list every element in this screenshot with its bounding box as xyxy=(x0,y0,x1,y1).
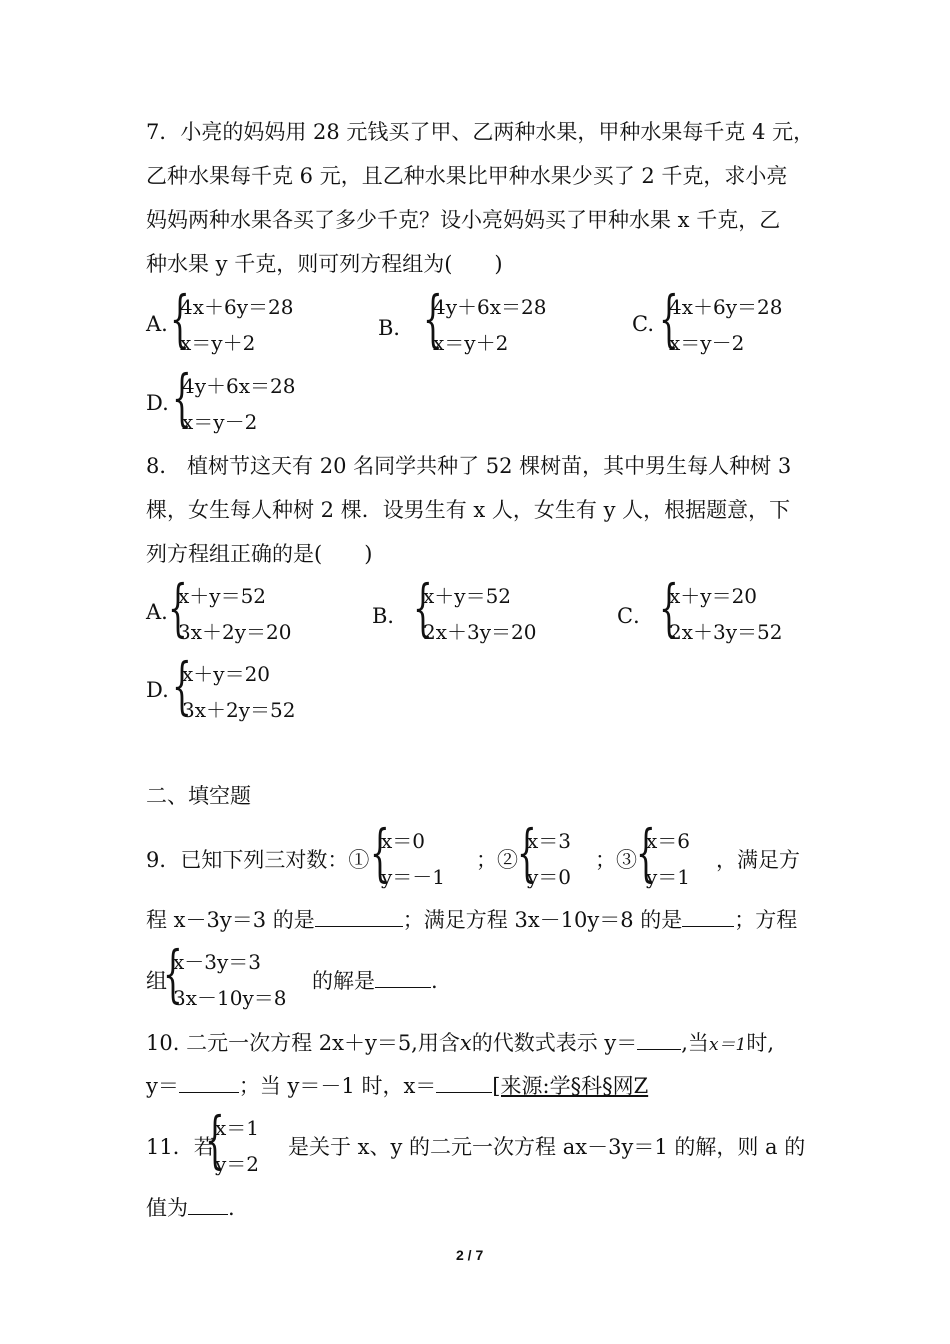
left-brace: { xyxy=(370,816,390,889)
left-brace: { xyxy=(659,282,679,355)
option-label: A. xyxy=(146,312,168,336)
page-number: 2 / 7 xyxy=(456,1247,484,1263)
condition: x＝1 xyxy=(708,1035,747,1055)
sys-eq2: 3x－10y＝8 xyxy=(173,986,287,1010)
left-brace: { xyxy=(423,282,443,355)
q8-line-2: 棵，女生每人种树 2 棵．设男生有 x 人，女生有 y 人，根据题意，下 xyxy=(146,498,791,522)
q10-text: 时, xyxy=(746,1031,775,1055)
answer-blank[interactable] xyxy=(188,1194,228,1215)
sys-eq2: y＝2 xyxy=(215,1152,260,1176)
q9-prefix: 9．已知下列三对数：① xyxy=(146,848,370,872)
pair3-eq2: y＝1 xyxy=(646,865,691,889)
option-label: B． xyxy=(372,604,409,628)
left-brace: { xyxy=(659,571,679,644)
equation-1: x＋y＝52 xyxy=(178,584,267,608)
q9-line-3 xyxy=(312,965,438,995)
equation-2: 3x＋2y＝52 xyxy=(182,698,296,722)
variable-x: x xyxy=(459,1031,472,1055)
q10-text: 的代数式表示 y＝ xyxy=(471,1031,638,1055)
equation-1: 4y＋6x＝28 xyxy=(182,374,296,398)
q7-line-1: 7．小亮的妈妈用 28 元钱买了甲、乙两种水果，甲种水果每千克 4 元， xyxy=(146,120,815,144)
q9-sep2: ；③ xyxy=(595,848,637,872)
answer-blank[interactable] xyxy=(637,1029,681,1050)
q8-line-1: 8． 植树节这天有 20 名同学共种了 52 棵树苗，其中男生每人种树 3 xyxy=(146,454,792,478)
left-brace: { xyxy=(205,1103,225,1176)
answer-blank[interactable] xyxy=(436,1072,492,1093)
q9-text: ；满足方程 3x－10y＝8 的是 xyxy=(402,908,683,932)
q9-line3-prefix: 组 xyxy=(146,969,167,993)
q10-line-2 xyxy=(146,1070,648,1100)
pair2-eq1: x＝3 xyxy=(527,829,572,853)
option-label: D. xyxy=(146,678,169,702)
equation-1: x＋y＝20 xyxy=(182,662,271,686)
q10-line-1 xyxy=(146,1027,774,1057)
q11-tail: 是关于 x、y 的二元一次方程 ax－3y＝1 的解，则 a 的 xyxy=(288,1135,806,1159)
q11-text: 值为 xyxy=(146,1196,188,1220)
equation-2: x＝y＋2 xyxy=(180,331,256,355)
option-label: A. xyxy=(146,600,168,624)
equation-1: 4x＋6y＝28 xyxy=(669,295,783,319)
pair1-eq2: y＝－1 xyxy=(381,865,446,889)
q9-sep1: ；② xyxy=(476,848,518,872)
equation-1: 4x＋6y＝28 xyxy=(180,295,294,319)
left-brace: { xyxy=(636,816,656,889)
q7-line-4: 种水果 y 千克，则可列方程组为( ) xyxy=(146,252,503,276)
q10-text: 10. 二元一次方程 2x＋y＝5,用含 xyxy=(146,1031,460,1055)
left-brace: { xyxy=(413,571,433,644)
option-label: D. xyxy=(146,391,169,415)
left-brace: { xyxy=(172,361,192,434)
sys-eq1: x－3y＝3 xyxy=(173,950,262,974)
left-brace: { xyxy=(163,937,183,1010)
q9-text: 的解是 xyxy=(312,969,375,993)
left-brace: { xyxy=(172,649,192,722)
equation-2: x＝y＋2 xyxy=(433,331,509,355)
q7-line-3: 妈妈两种水果各买了多少千克？设小亮妈妈买了甲种水果 x 千克，乙 xyxy=(146,208,781,232)
option-label: C． xyxy=(617,604,655,628)
q10-text: y＝ xyxy=(146,1074,179,1098)
q11-line-2 xyxy=(146,1192,235,1222)
equation-2: 2x＋3y＝20 xyxy=(423,620,537,644)
equation-1: 4y＋6x＝28 xyxy=(433,295,547,319)
section-heading: 二、填空题 xyxy=(146,784,251,808)
pair3-eq1: x＝6 xyxy=(646,829,691,853)
pair1-eq1: x＝0 xyxy=(381,829,426,853)
q8-line-3: 列方程组正确的是( ) xyxy=(146,542,373,566)
left-brace: { xyxy=(170,282,190,355)
equation-2: x＝y－2 xyxy=(669,331,745,355)
q7-line-2: 乙种水果每千克 6 元，且乙种水果比甲种水果少买了 2 千克，求小亮 xyxy=(146,164,788,188)
q9-text: . xyxy=(431,969,438,993)
equation-2: x＝y－2 xyxy=(182,410,258,434)
answer-blank[interactable] xyxy=(682,906,734,927)
equation-1: x＋y＝52 xyxy=(423,584,512,608)
answer-blank[interactable] xyxy=(375,967,431,988)
equation-2: 2x＋3y＝52 xyxy=(669,620,783,644)
left-brace: { xyxy=(517,816,537,889)
q9-text: ；方程 xyxy=(734,908,798,932)
q9-line-2 xyxy=(146,904,797,934)
option-label: C. xyxy=(632,312,654,336)
answer-blank[interactable] xyxy=(315,906,403,927)
q9-text: 程 x－3y＝3 的是 xyxy=(146,908,315,932)
q11-prefix: 11．若 xyxy=(146,1135,215,1159)
source-note: [来源:学§科§网Z xyxy=(492,1074,649,1098)
q10-text: ,当 xyxy=(681,1031,709,1055)
q10-text: ；当 y＝－1 时，x＝ xyxy=(238,1074,437,1098)
option-label: B． xyxy=(378,316,415,340)
q9-tail: ，满足方 xyxy=(716,848,800,872)
equation-2: 3x＋2y＝20 xyxy=(178,620,292,644)
left-brace: { xyxy=(168,571,188,644)
answer-blank[interactable] xyxy=(179,1072,239,1093)
pair2-eq2: y＝0 xyxy=(527,865,572,889)
q11-text: . xyxy=(228,1196,235,1220)
equation-1: x＋y＝20 xyxy=(669,584,758,608)
sys-eq1: x＝1 xyxy=(215,1116,260,1140)
